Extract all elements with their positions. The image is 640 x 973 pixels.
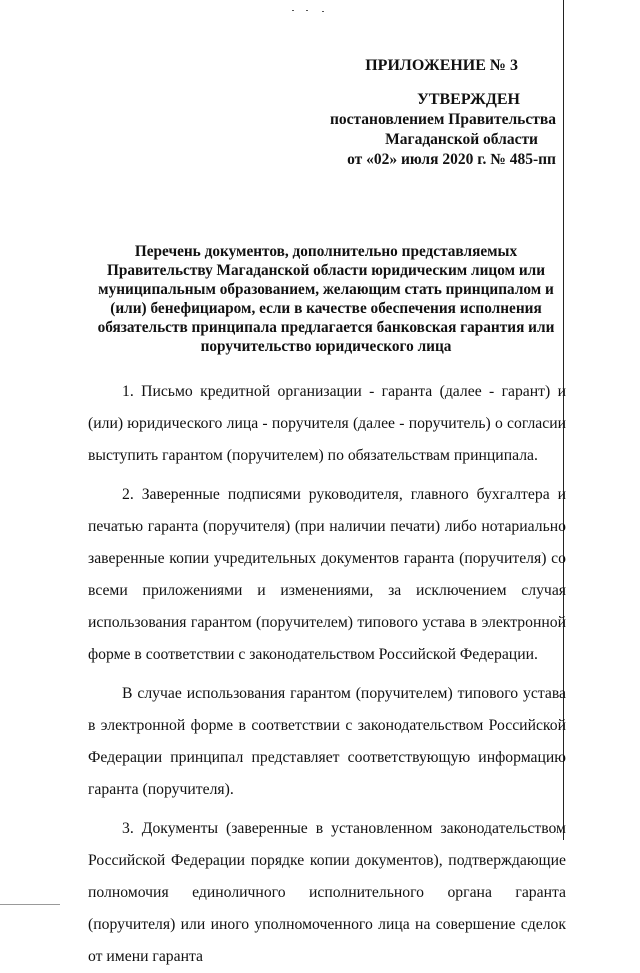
title-line: муниципальным образованием, желающим стать принципалом и bbox=[98, 281, 554, 298]
document-body bbox=[88, 376, 566, 973]
approval-line-1: постановлением Правительства bbox=[329, 111, 556, 128]
title-line: обязательств принципала предлагается банковская гарантия или bbox=[97, 319, 555, 336]
scan-speck bbox=[292, 10, 294, 11]
scan-speck bbox=[306, 10, 308, 11]
paragraph-4: 3. Документы (заверенные в установленном законодательством Российской Федерации порядке копии документов), подтверждающие полномочия единоличного исполнительного органа гаранта (поручителя) или иного уполномоченного лица на совершение сделок от имени гаранта bbox=[88, 820, 566, 965]
paragraph-2: 2. Заверенные подписями руководителя, главного бухгалтера и печатью гаранта (поручителя) (при наличии печати) либо нотариально заверенные копии учредительных документов гаранта (поручителя) со всеми приложениями и изменениями, за исключением случая использования гарантом (поручителем) типового устава в электронной форме в соответствии с законодательством Российской Федерации. bbox=[88, 486, 566, 663]
approval-block bbox=[316, 56, 556, 170]
document-title bbox=[88, 242, 564, 356]
paragraph-1: 1. Письмо кредитной организации - гаранта (далее - гарант) и (или) юридического лица - поручителя (далее - поручитель) о согласии выступить гарантом (поручителем) по обязательствам принципала. bbox=[88, 383, 566, 464]
title-line: поручительство юридического лица bbox=[200, 338, 452, 355]
approval-line-2: Магаданской области bbox=[385, 131, 538, 148]
approval-line-3: от «02» июля 2020 г. № 485-пп bbox=[347, 151, 556, 168]
title-line: (или) бенефициаром, если в качестве обеспечения исполнения bbox=[110, 300, 542, 317]
scan-speck bbox=[322, 11, 324, 12]
title-line: Правительству Магаданской области юридическим лицом или bbox=[106, 262, 546, 279]
approved-label: УТВЕРЖДЕН bbox=[417, 91, 520, 108]
annex-number: ПРИЛОЖЕНИЕ № 3 bbox=[365, 57, 518, 74]
paragraph-3: В случае использования гарантом (поручителем) типового устава в электронной форме в соответствии с законодательством Российской Федерации принципал представляет соответствующую информацию гаранта (поручителя). bbox=[88, 685, 566, 798]
title-line: Перечень документов, дополнительно представляемых bbox=[134, 243, 518, 260]
